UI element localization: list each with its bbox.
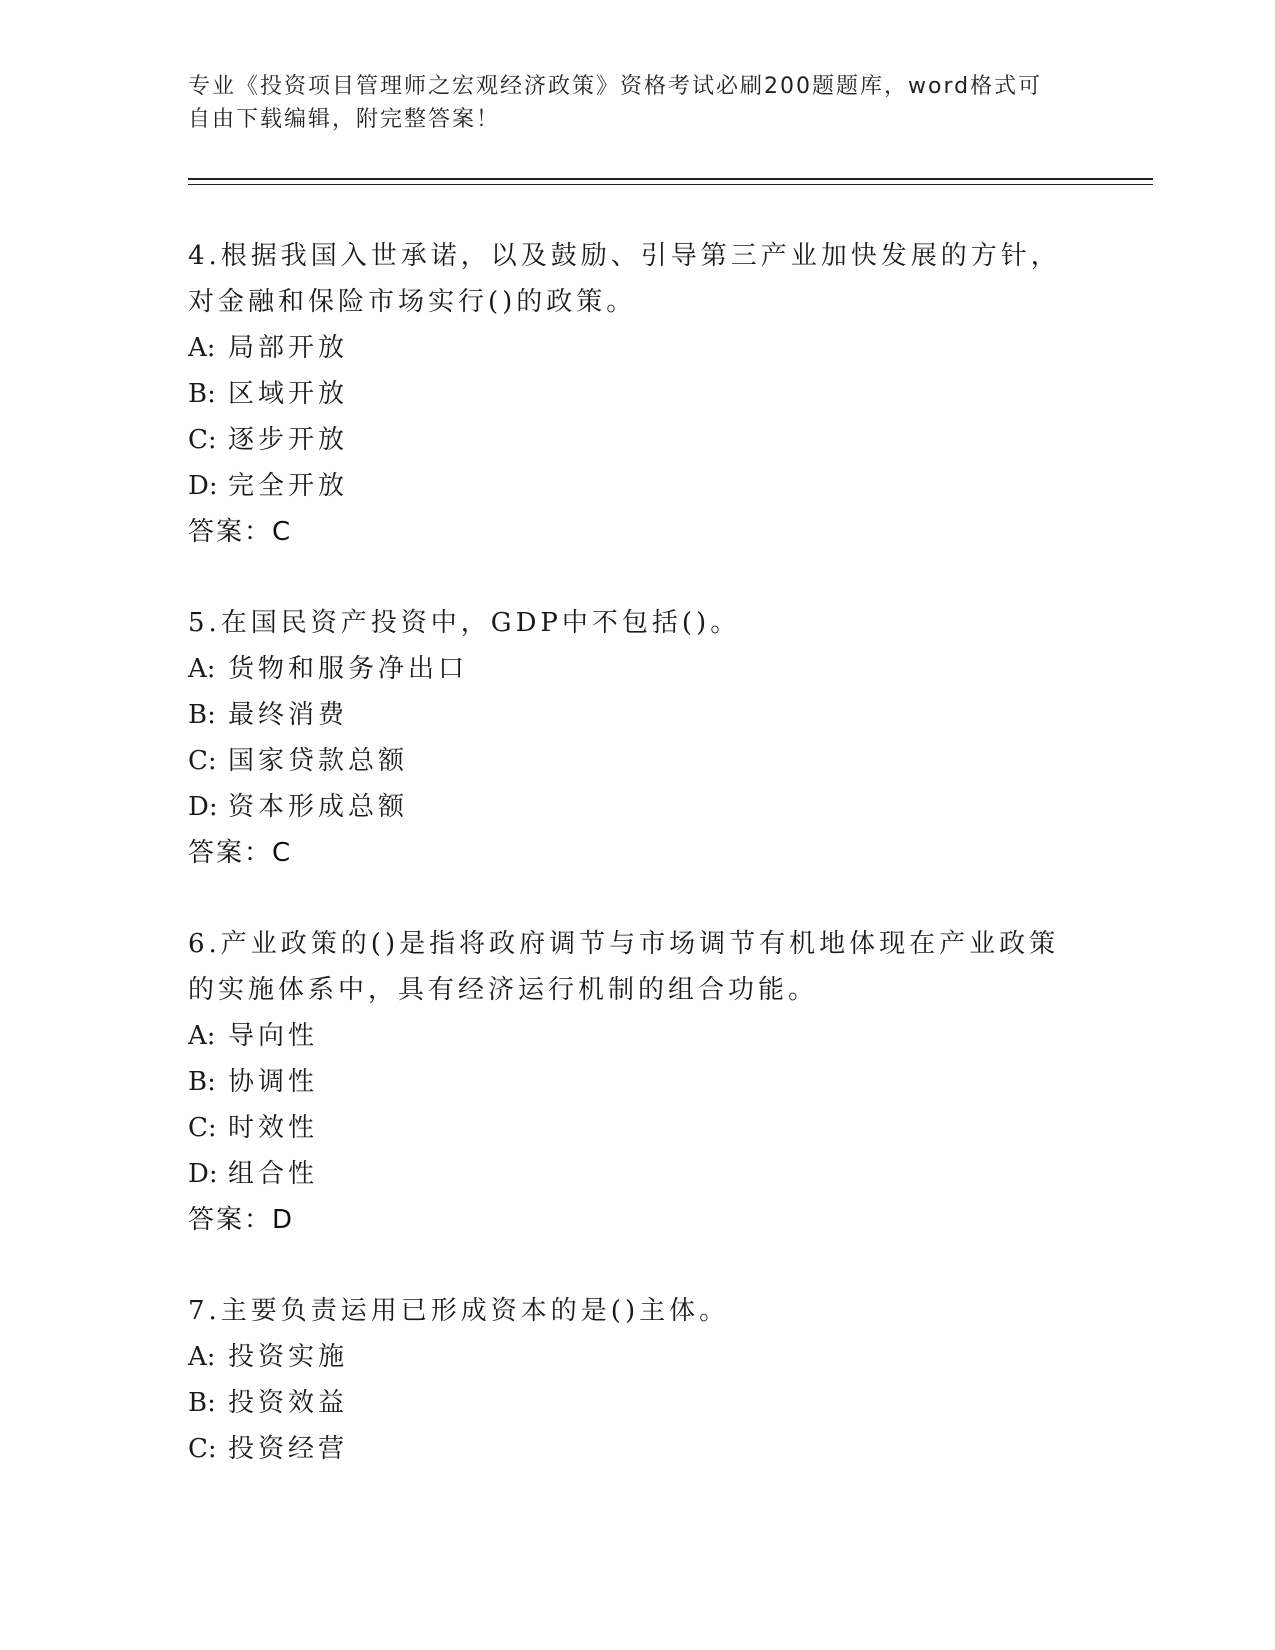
option-text: 局部开放 — [228, 333, 349, 363]
option-letter: B: — [188, 1388, 216, 1418]
option-a — [188, 646, 1068, 692]
option-letter: A: — [188, 1021, 216, 1051]
option-c — [188, 1105, 1068, 1151]
question-5 — [188, 600, 1068, 876]
option-text: 导向性 — [228, 1021, 319, 1051]
option-letter: C: — [188, 1113, 217, 1143]
option-d — [188, 784, 1068, 830]
option-letter: B: — [188, 700, 216, 730]
header-line-2: 自由下载编辑，附完整答案！ — [188, 107, 501, 132]
answer: 答案：C — [188, 517, 293, 547]
option-text: 完全开放 — [228, 471, 349, 501]
option-text: 资本形成总额 — [228, 792, 409, 822]
question-list — [188, 233, 1068, 1517]
question-stem: 4.根据我国入世承诺，以及鼓励、引导第三产业加快发展的方针，对金融和保险市场实行()的政策。 — [188, 241, 1061, 317]
option-text: 投资经营 — [228, 1434, 349, 1464]
option-c — [188, 417, 1068, 463]
option-text: 区域开放 — [228, 379, 349, 409]
option-c — [188, 1426, 1068, 1472]
option-text: 组合性 — [228, 1159, 319, 1189]
option-text: 协调性 — [228, 1067, 319, 1097]
option-a — [188, 1334, 1068, 1380]
option-text: 最终消费 — [228, 700, 349, 730]
question-stem: 6.产业政策的()是指将政府调节与市场调节有机地体现在产业政策的实施体系中，具有经济运行机制的组合功能。 — [188, 929, 1060, 1005]
option-letter: B: — [188, 1067, 216, 1097]
option-b — [188, 1059, 1068, 1105]
answer: 答案：C — [188, 838, 293, 868]
option-letter: C: — [188, 425, 217, 455]
option-c — [188, 738, 1068, 784]
header-divider-thick — [188, 178, 1153, 180]
option-letter: B: — [188, 379, 216, 409]
option-b — [188, 371, 1068, 417]
option-text: 国家贷款总额 — [228, 746, 409, 776]
document-header — [188, 70, 1068, 136]
answer: 答案：D — [188, 1205, 295, 1235]
option-text: 投资效益 — [228, 1388, 349, 1418]
option-b — [188, 692, 1068, 738]
question-stem: 7.主要负责运用已形成资本的是()主体。 — [188, 1296, 730, 1326]
option-letter: C: — [188, 1434, 217, 1464]
option-letter: D: — [188, 471, 218, 501]
option-letter: A: — [188, 333, 216, 363]
option-letter: C: — [188, 746, 217, 776]
question-4 — [188, 233, 1068, 555]
question-7 — [188, 1288, 1068, 1472]
option-b — [188, 1380, 1068, 1426]
header-line-1: 专业《投资项目管理师之宏观经济政策》资格考试必刷200题题库，word格式可 — [188, 74, 1043, 99]
option-letter: A: — [188, 1342, 216, 1372]
question-stem: 5.在国民资产投资中，GDP中不包括()。 — [188, 608, 741, 638]
option-a — [188, 325, 1068, 371]
option-a — [188, 1013, 1068, 1059]
option-text: 时效性 — [228, 1113, 319, 1143]
option-text: 货物和服务净出口 — [228, 654, 469, 684]
option-text: 逐步开放 — [228, 425, 349, 455]
option-letter: D: — [188, 1159, 218, 1189]
header-divider-thin — [188, 184, 1153, 185]
option-d — [188, 1151, 1068, 1197]
option-d — [188, 463, 1068, 509]
option-letter: D: — [188, 792, 218, 822]
question-6 — [188, 921, 1068, 1243]
option-letter: A: — [188, 654, 216, 684]
option-text: 投资实施 — [228, 1342, 349, 1372]
